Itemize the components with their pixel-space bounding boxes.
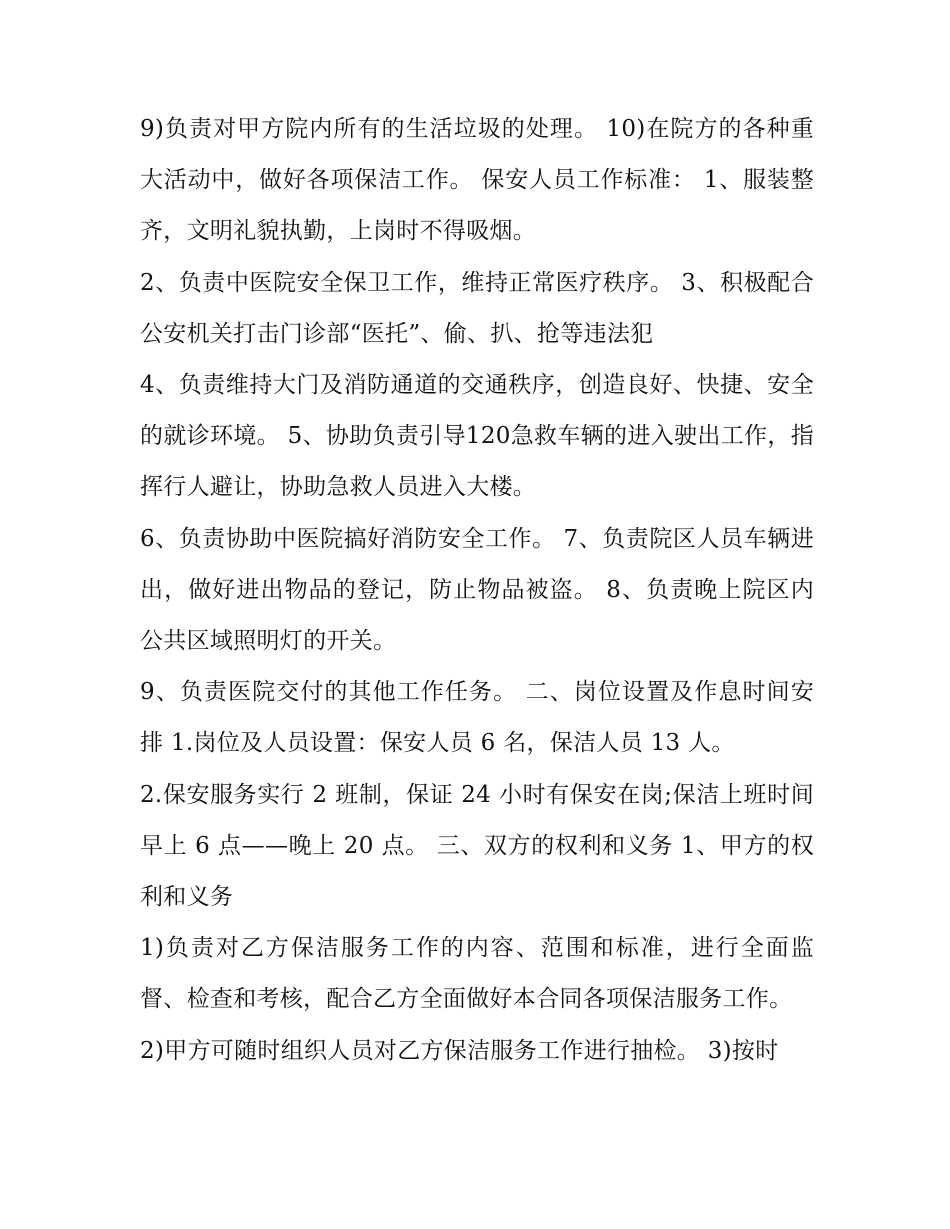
paragraph-4: 6、负责协助中医院搞好消防安全工作。 7、负责院区人员车辆进出，做好进出物品的登记，防止物品被盗。 8、负责晚上院区内公共区域照明灯的开关。: [140, 525, 814, 655]
paragraph-3: 4、负责维持大门及消防通道的交通秩序，创造良好、快捷、安全的就诊环境。 5、协助负责引导120急救车辆的进入驶出工作，指挥行人避让，协助急救人员进入大楼。: [140, 372, 814, 501]
paragraph-1: 9)负责对甲方院内所有的生活垃圾的处理。 10)在院方的各种重大活动中，做好各项保洁工作。 保安人员工作标准： 1、服装整齐，文明礼貌执勤，上岗时不得吸烟。: [140, 116, 814, 245]
paragraph-2: 2、负责中医院安全保卫工作，维持正常医疗秩序。 3、积极配合公安机关打击门诊部“医托”、偷、扒、抢等违法犯: [140, 269, 814, 347]
paragraph-8: 2)甲方可随时组织人员对乙方保洁服务工作进行抽检。 3)按时: [140, 1037, 779, 1064]
paragraph-6: 2.保安服务实行 2 班制，保证 24 小时有保安在岗;保洁上班时间早上 6 点——晚上 20 点。 三、双方的权利和义务 1、甲方的权利和义务: [140, 781, 814, 911]
paragraph-5: 9、负责医院交付的其他工作任务。 二、岗位设置及作息时间安排 1.岗位及人员设置：保安人员 6 名，保洁人员 13 人。: [140, 679, 814, 757]
paragraph-7: 1)负责对乙方保洁服务工作的内容、范围和标准，进行全面监督、检查和考核，配合乙方全面做好本合同各项保洁服务工作。: [140, 935, 814, 1013]
document-body: [140, 104, 814, 1077]
